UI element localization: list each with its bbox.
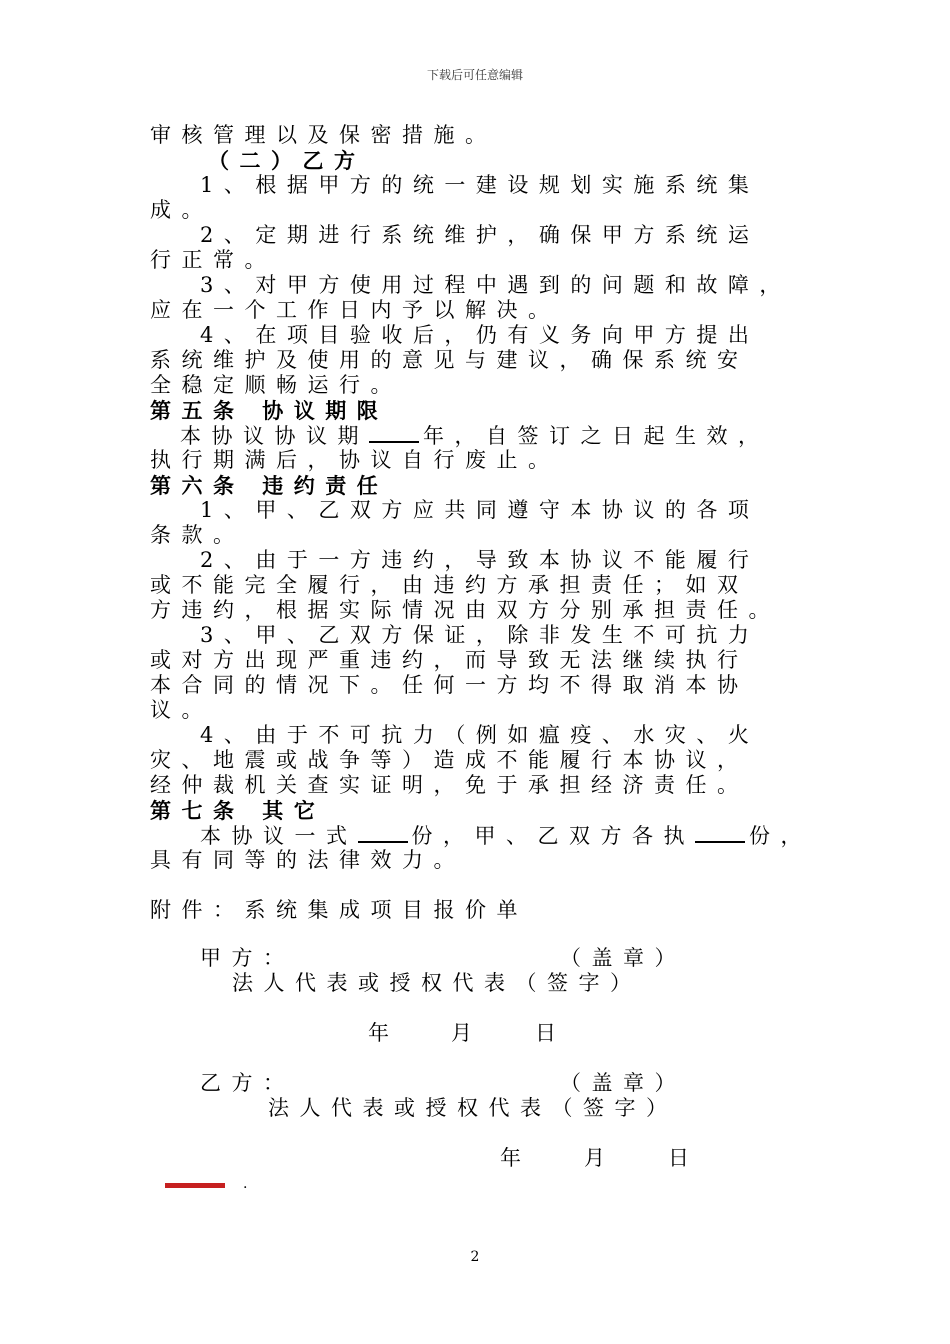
party-a-month: 月 xyxy=(451,1021,483,1045)
body-line: 议。 xyxy=(150,698,213,722)
document-body xyxy=(150,123,830,923)
party-a-seal: （盖章） xyxy=(560,946,686,970)
body-line: 4、由于不可抗力（例如瘟疫、水灾、火 xyxy=(200,723,760,747)
body-line-with-blanks xyxy=(150,823,830,848)
party-b-month: 月 xyxy=(584,1146,616,1170)
line-part: 年，自签订之日起生效， xyxy=(423,424,770,448)
fill-blank[interactable] xyxy=(358,823,408,843)
party-b-day: 日 xyxy=(668,1146,700,1170)
body-line: 2、定期进行系统维护，确保甲方系统运 xyxy=(200,223,760,247)
body-line: 方违约，根据实际情况由双方分别承担责任。 xyxy=(150,598,780,622)
attachment-line: 附件：系统集成项目报价单 xyxy=(150,898,528,922)
body-line: 3、对甲方使用过程中遇到的问题和故障， xyxy=(200,273,791,297)
party-b-label: 乙方： xyxy=(200,1071,295,1095)
line-part: 份， xyxy=(749,824,812,848)
body-line: 灾、地震或战争等）造成不能履行本协议， xyxy=(150,748,749,772)
page-header: 下载后可任意编辑 xyxy=(426,68,523,82)
party-a-day: 日 xyxy=(535,1021,567,1045)
body-line: 或对方出现严重违约，而导致无法继续执行 xyxy=(150,648,749,672)
body-line: 应在一个工作日内予以解决。 xyxy=(150,298,560,322)
body-line-with-blank xyxy=(150,423,830,448)
body-line: 系统维护及使用的意见与建议，确保系统安 xyxy=(150,348,749,372)
page-number: 2 xyxy=(470,1249,480,1265)
party-a-year: 年 xyxy=(368,1021,400,1045)
body-line: 或不能完全履行，由违约方承担责任；如双 xyxy=(150,573,749,597)
body-line: 审核管理以及保密措施。 xyxy=(150,123,497,147)
trailing-dot: . xyxy=(243,1176,248,1192)
body-line: 2、由于一方违约，导致本协议不能履行 xyxy=(200,548,760,572)
body-line: 3、甲、乙双方保证，除非发生不可抗力 xyxy=(200,623,760,647)
body-line: 成。 xyxy=(150,198,213,222)
body-line: 具有同等的法律效力。 xyxy=(150,848,465,872)
body-line: 经仲裁机关查实证明，免于承担经济责任。 xyxy=(150,773,749,797)
fill-blank[interactable] xyxy=(369,423,419,443)
party-b-representative: 法人代表或授权代表（签字） xyxy=(268,1096,678,1120)
red-mark-bar xyxy=(165,1183,225,1188)
party-a-representative: 法人代表或授权代表（签字） xyxy=(232,971,642,995)
line-part: 本协议协议期 xyxy=(180,424,369,448)
body-line: 行正常。 xyxy=(150,248,276,272)
section-heading-party-b: （二）乙方 xyxy=(208,148,366,173)
line-part: 份，甲、乙双方各执 xyxy=(411,824,695,848)
body-line: 1、根据甲方的统一建设规划实施系统集 xyxy=(200,173,760,197)
body-line: 4、在项目验收后，仍有义务向甲方提出 xyxy=(200,323,760,347)
body-line: 1、甲、乙双方应共同遵守本协议的各项 xyxy=(200,498,760,522)
article-heading: 第六条 违约责任 xyxy=(150,473,389,498)
party-b-seal: （盖章） xyxy=(560,1071,686,1095)
line-part: 本协议一式 xyxy=(200,824,358,848)
body-line: 全稳定顺畅运行。 xyxy=(150,373,402,397)
party-b-year: 年 xyxy=(500,1146,532,1170)
article-heading: 第五条 协议期限 xyxy=(150,398,389,423)
party-a-label: 甲方： xyxy=(200,946,295,970)
article-heading: 第七条 其它 xyxy=(150,798,326,823)
body-line: 条款。 xyxy=(150,523,245,547)
body-line: 本合同的情况下。任何一方均不得取消本协 xyxy=(150,673,749,697)
fill-blank[interactable] xyxy=(695,823,745,843)
body-line: 执行期满后，协议自行废止。 xyxy=(150,448,560,472)
